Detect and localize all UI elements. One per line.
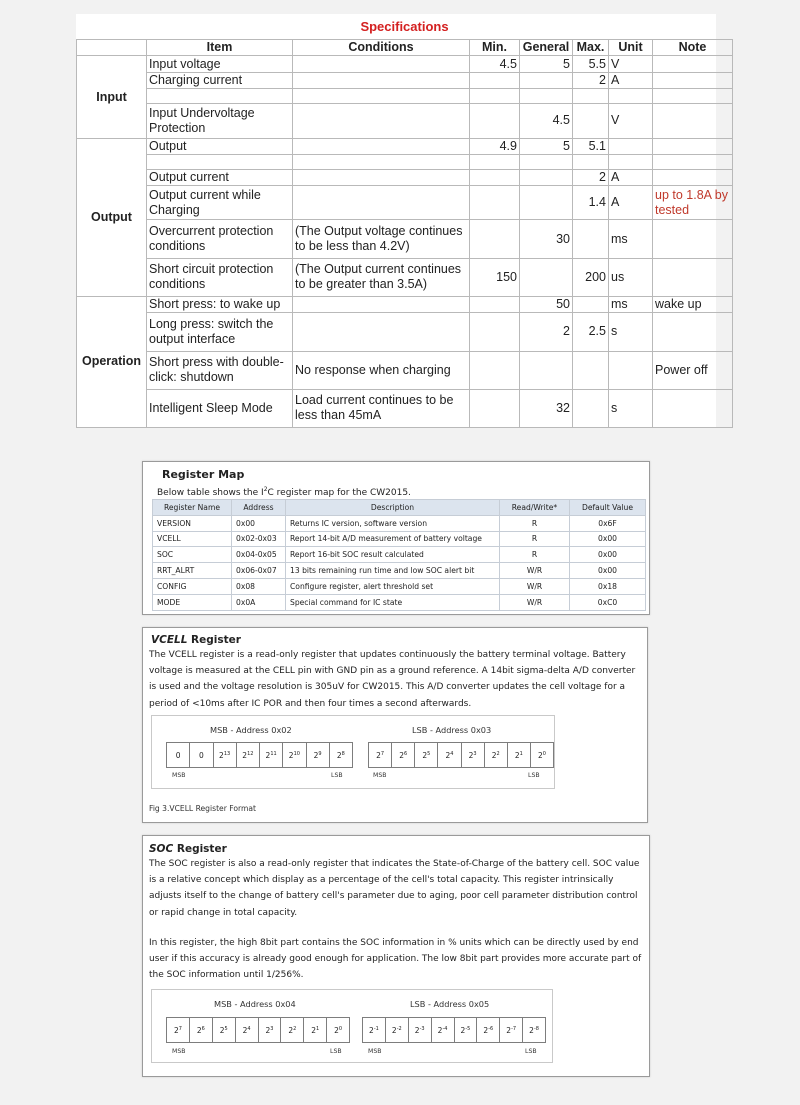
spec-item: Long press: switch the output interface (147, 313, 293, 351)
spec-min (470, 296, 520, 313)
regmap-rw: W/R (500, 563, 570, 579)
register-bit: 2 $^6$ (392, 743, 415, 767)
spec-row (77, 389, 733, 427)
spec-header-blank (77, 39, 147, 56)
spec-max: 2 (573, 169, 609, 186)
spec-item: Short circuit protection conditions (147, 258, 293, 296)
register-bit: 2 $^3$ (462, 743, 485, 767)
register-bit: 2 $^5$ (213, 1018, 236, 1042)
spec-max: 2 (573, 72, 609, 89)
regmap-register-name: SOC (153, 547, 232, 563)
vcell-lsb-bits (368, 742, 554, 768)
regmap-rw: R (500, 531, 570, 547)
register-bit: 2 $^{13}$ (214, 743, 237, 767)
spec-condition (293, 296, 470, 313)
register-bit: 2 $^{-6}$ (477, 1018, 500, 1042)
spec-header-unit: Unit (609, 39, 653, 56)
spec-note (653, 138, 733, 155)
spec-general (520, 155, 573, 169)
spec-item (147, 155, 293, 169)
regmap-header-description: Description (286, 500, 500, 516)
spec-row (77, 138, 733, 155)
soc-msb-marker-2: MSB (368, 1048, 382, 1055)
regmap-row (153, 563, 646, 579)
spec-note (653, 313, 733, 351)
regmap-address: 0x06-0x07 (232, 563, 286, 579)
spec-item: Input voltage (147, 56, 293, 73)
soc-lsb-bits (362, 1017, 546, 1043)
spec-item (147, 89, 293, 103)
vcell-register-panel (142, 627, 648, 823)
spec-note (653, 220, 733, 258)
spec-row (77, 186, 733, 220)
register-bit: 2 $^{10}$ (283, 743, 306, 767)
soc-msb-marker-1: MSB (172, 1048, 186, 1055)
regmap-address: 0x0A (232, 594, 286, 610)
register-map-intro: Below table shows the $I^2C$ register map for the CW2015. (157, 486, 411, 498)
spec-condition (293, 72, 470, 89)
regmap-address: 0x00 (232, 515, 286, 531)
regmap-default: 0x18 (570, 578, 646, 594)
soc-lsb-marker-1: LSB (330, 1048, 342, 1055)
regmap-description: 13 bits remaining run time and low SOC alert bit (286, 563, 500, 579)
regmap-default: 0x00 (570, 563, 646, 579)
vcell-lsb-marker-1: LSB (331, 772, 343, 779)
spec-header-general: General (520, 39, 573, 56)
register-bit: 2 $^0$ (531, 743, 553, 767)
spec-general: 32 (520, 389, 573, 427)
spec-item: Output (147, 138, 293, 155)
regmap-row (153, 578, 646, 594)
spec-note (653, 72, 733, 89)
regmap-header-address: Address (232, 500, 286, 516)
register-bit: 2 $^6$ (190, 1018, 213, 1042)
spec-min (470, 313, 520, 351)
spec-header-item: Item (147, 39, 293, 56)
spec-item: Output current while Charging (147, 186, 293, 220)
regmap-header-default: Default Value (570, 500, 646, 516)
regmap-description: Special command for IC state (286, 594, 500, 610)
register-bit: 2 $^7$ (167, 1018, 190, 1042)
spec-min (470, 389, 520, 427)
spec-row (77, 351, 733, 389)
spec-max (573, 351, 609, 389)
spec-general (520, 169, 573, 186)
spec-general: 5 (520, 138, 573, 155)
spec-row (77, 313, 733, 351)
soc-register-format (151, 989, 553, 1063)
register-bit: 2 $^4$ (438, 743, 461, 767)
regmap-row (153, 594, 646, 610)
spec-unit: ms (609, 220, 653, 258)
spec-title: Specifications (77, 14, 733, 39)
spec-min (470, 103, 520, 138)
spec-condition (293, 89, 470, 103)
spec-row (77, 103, 733, 138)
vcell-msb-marker-1: MSB (172, 772, 186, 779)
spec-min: 4.9 (470, 138, 520, 155)
spec-min (470, 351, 520, 389)
register-bit: 2 $^0$ (327, 1018, 349, 1042)
vcell-msb-marker-2: MSB (373, 772, 387, 779)
register-bit: 2 $^{-5}$ (455, 1018, 478, 1042)
soc-register-panel (142, 835, 650, 1077)
spec-row (77, 89, 733, 103)
spec-min: 4.5 (470, 56, 520, 73)
spec-general: 4.5 (520, 103, 573, 138)
spec-min (470, 89, 520, 103)
spec-header-note: Note (653, 39, 733, 56)
spec-row (77, 296, 733, 313)
spec-row (77, 220, 733, 258)
spec-row (77, 258, 733, 296)
spec-max: 1.4 (573, 186, 609, 220)
regmap-address: 0x08 (232, 578, 286, 594)
spec-group-label: Operation (77, 296, 147, 427)
regmap-default: 0x00 (570, 531, 646, 547)
spec-general (520, 89, 573, 103)
spec-max: 5.5 (573, 56, 609, 73)
spec-min (470, 169, 520, 186)
register-bit: 2 $^8$ (330, 743, 352, 767)
register-map-panel (142, 461, 650, 615)
register-bit: 2 $^{-3}$ (409, 1018, 432, 1042)
regmap-default: 0xC0 (570, 594, 646, 610)
vcell-figure-caption: Fig 3.VCELL Register Format (149, 804, 257, 813)
register-bit: 2 $^{12}$ (237, 743, 260, 767)
spec-unit (609, 351, 653, 389)
spec-header-conditions: Conditions (293, 39, 470, 56)
spec-general: 30 (520, 220, 573, 258)
spec-max (573, 89, 609, 103)
spec-general: 5 (520, 56, 573, 73)
spec-max: 200 (573, 258, 609, 296)
spec-condition (293, 155, 470, 169)
spec-note: Power off (653, 351, 733, 389)
regmap-row (153, 531, 646, 547)
spec-row (77, 169, 733, 186)
spec-note (653, 389, 733, 427)
soc-lsb-marker-2: LSB (525, 1048, 537, 1055)
soc-title: SOC Register (149, 843, 227, 855)
register-bit: 0 (167, 743, 190, 767)
regmap-rw: R (500, 515, 570, 531)
spec-min (470, 155, 520, 169)
specifications-table (76, 14, 728, 428)
spec-condition (293, 103, 470, 138)
spec-condition (293, 186, 470, 220)
spec-note (653, 258, 733, 296)
regmap-register-name: RRT_ALRT (153, 563, 232, 579)
regmap-rw: W/R (500, 594, 570, 610)
spec-item: Overcurrent protection conditions (147, 220, 293, 258)
spec-unit: A (609, 186, 653, 220)
spec-note: wake up (653, 296, 733, 313)
regmap-row (153, 547, 646, 563)
spec-header-max: Max. (573, 39, 609, 56)
spec-condition (293, 138, 470, 155)
spec-min (470, 72, 520, 89)
register-bit: 0 (190, 743, 213, 767)
spec-unit: V (609, 103, 653, 138)
spec-unit: s (609, 313, 653, 351)
regmap-default: 0x00 (570, 547, 646, 563)
soc-description-1: The SOC register is also a read-only register that indicates the State-of-Charge of the battery cell. SOC value is a relative concept which display as a percentage of the cell's total capacity. This register intrinsically adjusts itself to the change of battery cell's parameter due to aging, poor cell parameter distribution control or rapid change in total capacity. (149, 859, 640, 918)
spec-condition: (The Output current continues to be greater than 3.5A) (293, 258, 470, 296)
regmap-rw: W/R (500, 578, 570, 594)
vcell-msb-address: MSB - Address 0x02 (210, 725, 292, 735)
spec-condition: No response when charging (293, 351, 470, 389)
soc-msb-address: MSB - Address 0x04 (214, 999, 296, 1009)
spec-note (653, 155, 733, 169)
spec-row (77, 155, 733, 169)
spec-max: 5.1 (573, 138, 609, 155)
spec-item: Short press: to wake up (147, 296, 293, 313)
spec-unit (609, 138, 653, 155)
register-bit: 2 $^4$ (236, 1018, 259, 1042)
regmap-default: 0x6F (570, 515, 646, 531)
regmap-description: Report 16-bit SOC result calculated (286, 547, 500, 563)
spec-note (653, 56, 733, 73)
spec-condition (293, 313, 470, 351)
spec-general (520, 186, 573, 220)
spec-general (520, 351, 573, 389)
spec-unit: V (609, 56, 653, 73)
vcell-msb-bits (166, 742, 353, 768)
spec-min: 150 (470, 258, 520, 296)
soc-msb-bits (166, 1017, 350, 1043)
regmap-header-name: Register Name (153, 500, 232, 516)
regmap-register-name: VCELL (153, 531, 232, 547)
register-bit: 2 $^{-7}$ (500, 1018, 523, 1042)
spec-condition: Load current continues to be less than 45mA (293, 389, 470, 427)
soc-description-2: In this register, the high 8bit part contains the SOC information in % units which can be directly used by end user if this accuracy is already good enough for application. The low 8bit part provides more accurate part of the SOC information until 1/256%. (149, 938, 642, 981)
spec-unit: s (609, 389, 653, 427)
regmap-row (153, 515, 646, 531)
spec-condition: (The Output voltage continues to be less than 4.2V) (293, 220, 470, 258)
regmap-description: Configure register, alert threshold set (286, 578, 500, 594)
register-bit: 2 $^3$ (259, 1018, 282, 1042)
register-map-title: Register Map (162, 468, 245, 481)
register-bit: 2 $^7$ (369, 743, 392, 767)
regmap-rw: R (500, 547, 570, 563)
spec-header-min: Min. (470, 39, 520, 56)
register-bit: 2 $^2$ (485, 743, 508, 767)
vcell-lsb-marker-2: LSB (528, 772, 540, 779)
spec-max (573, 155, 609, 169)
spec-item: Input Undervoltage Protection (147, 103, 293, 138)
vcell-lsb-address: LSB - Address 0x03 (412, 725, 492, 735)
spec-min (470, 186, 520, 220)
register-bit: 2 $^{11}$ (260, 743, 283, 767)
spec-min (470, 220, 520, 258)
spec-max (573, 103, 609, 138)
spec-general: 50 (520, 296, 573, 313)
spec-condition (293, 169, 470, 186)
spec-group-label: Input (77, 56, 147, 139)
spec-general (520, 72, 573, 89)
regmap-register-name: VERSION (153, 515, 232, 531)
register-map-table (152, 499, 646, 611)
spec-item: Short press with double-click: shutdown (147, 351, 293, 389)
spec-max (573, 220, 609, 258)
register-bit: 2 $^9$ (307, 743, 330, 767)
spec-row (77, 72, 733, 89)
register-bit: 2 $^2$ (281, 1018, 304, 1042)
vcell-register-format (151, 715, 555, 789)
register-bit: 2 $^{-8}$ (523, 1018, 545, 1042)
spec-general (520, 258, 573, 296)
spec-condition (293, 56, 470, 73)
spec-note: up to 1.8A by tested (653, 186, 733, 220)
spec-row (77, 56, 733, 73)
spec-unit: A (609, 72, 653, 89)
register-bit: 2 $^5$ (415, 743, 438, 767)
regmap-address: 0x04-0x05 (232, 547, 286, 563)
regmap-address: 0x02-0x03 (232, 531, 286, 547)
regmap-register-name: MODE (153, 594, 232, 610)
spec-note (653, 103, 733, 138)
register-bit: 2 $^1$ (304, 1018, 327, 1042)
spec-unit (609, 155, 653, 169)
soc-lsb-address: LSB - Address 0x05 (410, 999, 490, 1009)
spec-unit (609, 89, 653, 103)
spec-item: Charging current (147, 72, 293, 89)
spec-unit: ms (609, 296, 653, 313)
vcell-description: The VCELL register is a read-only register that updates continuously the battery terminal voltage. Battery voltage is measured at the CELL pin with GND pin as a ground reference. A 14bit sigma-delta A/D converter is used and the voltage resolution is 305uV for CW2015. This A/D converter updates the cell voltage for a period of <10ms after IC POR and then four times a second afterwards. (149, 650, 636, 709)
regmap-description: Report 14-bit A/D measurement of battery voltage (286, 531, 500, 547)
regmap-description: Returns IC version, software version (286, 515, 500, 531)
regmap-header-rw: Read/Write* (500, 500, 570, 516)
spec-unit: us (609, 258, 653, 296)
spec-unit: A (609, 169, 653, 186)
spec-max (573, 389, 609, 427)
register-bit: 2 $^{-4}$ (432, 1018, 455, 1042)
register-bit: 2 $^{-1}$ (363, 1018, 386, 1042)
vcell-title: VCELL Register (151, 634, 241, 646)
spec-group-label: Output (77, 138, 147, 296)
spec-max: 2.5 (573, 313, 609, 351)
spec-max (573, 296, 609, 313)
spec-general: 2 (520, 313, 573, 351)
spec-item: Intelligent Sleep Mode (147, 389, 293, 427)
spec-note (653, 169, 733, 186)
register-bit: 2 $^1$ (508, 743, 531, 767)
spec-item: Output current (147, 169, 293, 186)
regmap-register-name: CONFIG (153, 578, 232, 594)
spec-note (653, 89, 733, 103)
register-bit: 2 $^{-2}$ (386, 1018, 409, 1042)
